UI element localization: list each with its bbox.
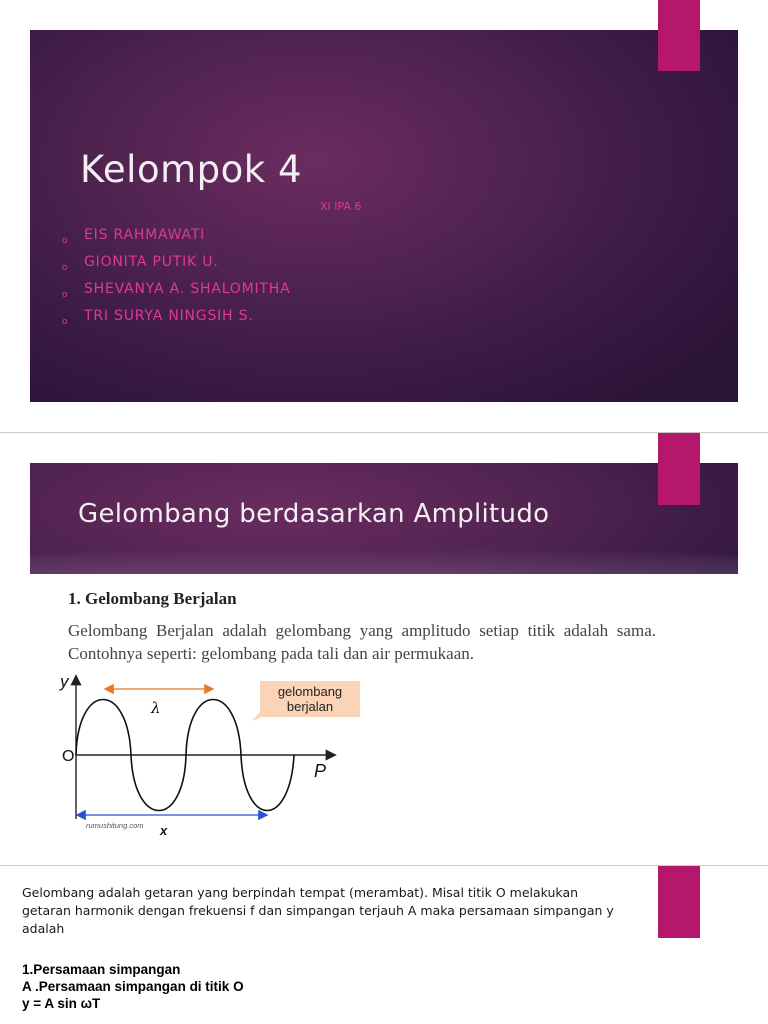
bullet-icon: o bbox=[62, 236, 69, 246]
watermark: rumushitung.com bbox=[86, 821, 144, 830]
member-name: SHEVANYA A. SHALOMITHA bbox=[84, 281, 291, 297]
member-name: EIS RAHMAWATI bbox=[84, 227, 206, 243]
list-item bbox=[62, 306, 291, 333]
p-label: P bbox=[314, 761, 327, 781]
slide-title bbox=[0, 0, 768, 432]
list-item bbox=[62, 252, 291, 279]
list-item bbox=[62, 225, 291, 252]
accent-tab bbox=[658, 0, 700, 71]
lambda-label: λ bbox=[151, 699, 161, 717]
bullet-icon: o bbox=[62, 290, 69, 300]
member-name: TRI SURYA NINGSIH S. bbox=[84, 308, 254, 324]
slide-amplitudo bbox=[0, 433, 768, 865]
slide-title-heading: Kelompok 4 bbox=[80, 148, 302, 191]
member-name: GIONITA PUTIK U. bbox=[84, 254, 219, 270]
equation-subheading: A .Persamaan simpangan di titik O bbox=[22, 979, 244, 994]
x-distance-label: x bbox=[160, 823, 168, 838]
bullet-icon: o bbox=[62, 263, 69, 273]
class-subtitle: XI IPA 6 bbox=[320, 200, 362, 213]
equation-heading: 1.Persamaan simpangan bbox=[22, 962, 181, 977]
accent-tab bbox=[658, 866, 700, 938]
member-list bbox=[62, 225, 291, 333]
equation-formula: y = A sin ωT bbox=[22, 996, 101, 1011]
slide-heading: Gelombang berdasarkan Amplitudo bbox=[78, 499, 550, 529]
y-axis-label: y bbox=[60, 672, 69, 691]
callout-text-1: gelombang bbox=[277, 684, 343, 699]
origin-label: O bbox=[62, 748, 75, 765]
callout-text-2: berjalan bbox=[286, 699, 334, 714]
title-banner bbox=[30, 30, 738, 402]
definition-paragraph: Gelombang Berjalan adalah gelombang yang amplitudo setiap titik adalah sama. Contohnya seperti: gelombang pada tali dan air permukaan. bbox=[68, 621, 656, 663]
section-heading: 1. Gelombang Berjalan bbox=[68, 589, 237, 608]
accent-tab bbox=[658, 433, 700, 505]
bullet-icon: o bbox=[62, 317, 69, 327]
slide-equation bbox=[0, 866, 768, 1024]
traveling-wave-diagram bbox=[56, 671, 376, 841]
intro-paragraph: Gelombang adalah getaran yang berpindah tempat (merambat). Misal titik O melakukan getaran harmonik dengan frekuensi f dan simpangan terjauh A maka persamaan simpangan y adalah bbox=[22, 885, 614, 936]
list-item bbox=[62, 279, 291, 306]
